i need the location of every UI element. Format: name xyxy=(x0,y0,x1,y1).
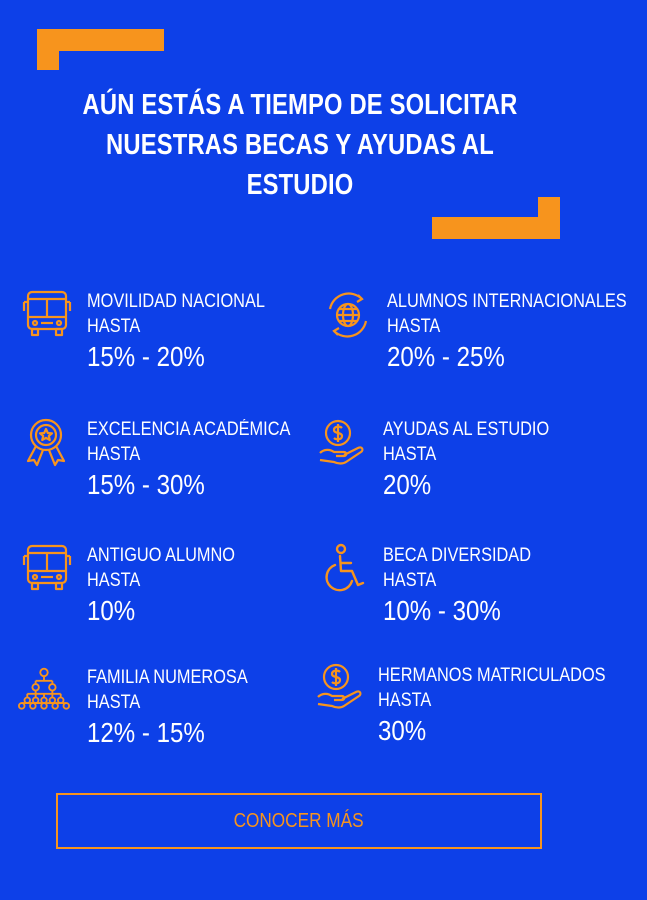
scholarship-ayudas-al-estudio xyxy=(318,417,598,517)
scholarship-excelencia-academica xyxy=(22,417,302,517)
scholarship-beca-diversidad xyxy=(318,543,598,643)
scholarship-label: MOVILIDAD NACIONAL xyxy=(87,291,265,312)
award-icon xyxy=(22,417,74,469)
scholarship-value: 12% - 15% xyxy=(87,717,205,748)
family-tree-icon xyxy=(18,665,70,717)
scholarship-familia-numerosa xyxy=(18,665,298,765)
scholarship-prefix: HASTA xyxy=(87,316,141,337)
scholarship-value: 10% xyxy=(87,595,136,626)
scholarship-prefix: HASTA xyxy=(87,444,141,465)
scholarship-label: HERMANOS MATRICULADOS xyxy=(378,665,606,686)
scholarship-value: 30% xyxy=(378,715,427,746)
bus-icon xyxy=(22,543,74,595)
scholarship-prefix: HASTA xyxy=(87,570,141,591)
scholarship-antiguo-alumno xyxy=(22,543,302,643)
page-title xyxy=(54,85,546,205)
money-hand-icon xyxy=(316,663,368,715)
scholarship-label: EXCELENCIA ACADÉMICA xyxy=(87,419,291,440)
scholarship-value: 10% - 30% xyxy=(383,595,501,626)
title-line-2: NUESTRAS BECAS Y AYUDAS AL ESTUDIO xyxy=(106,129,494,201)
scholarship-movilidad-nacional xyxy=(22,289,302,389)
scholarship-label: ANTIGUO ALUMNO xyxy=(87,545,235,566)
scholarship-label: ALUMNOS INTERNACIONALES xyxy=(387,291,627,312)
scholarship-label: FAMILIA NUMEROSA xyxy=(87,667,248,688)
bus-icon xyxy=(22,289,74,341)
scholarship-prefix: HASTA xyxy=(378,690,432,711)
scholarship-value: 15% - 30% xyxy=(87,469,205,500)
title-line-1: AÚN ESTÁS A TIEMPO DE SOLICITAR xyxy=(82,89,518,121)
scholarship-alumnos-internacionales xyxy=(322,289,627,389)
scholarship-value: 20% xyxy=(383,469,432,500)
scholarship-label: BECA DIVERSIDAD xyxy=(383,545,532,566)
scholarship-value: 20% - 25% xyxy=(387,341,505,372)
decorative-corner-top-left xyxy=(37,29,164,70)
scholarship-label: AYUDAS AL ESTUDIO xyxy=(383,419,550,440)
scholarship-prefix: HASTA xyxy=(383,570,437,591)
conocer-mas-button[interactable] xyxy=(56,793,542,849)
globe-icon xyxy=(322,289,374,341)
scholarship-prefix: HASTA xyxy=(387,316,441,337)
conocer-mas-label: CONOCER MÁS xyxy=(234,809,364,832)
scholarship-prefix: HASTA xyxy=(383,444,437,465)
scholarship-hermanos-matriculados xyxy=(316,663,606,763)
scholarship-value: 15% - 20% xyxy=(87,341,205,372)
wheelchair-icon xyxy=(318,543,370,595)
money-hand-icon xyxy=(318,417,370,469)
scholarship-prefix: HASTA xyxy=(87,692,141,713)
